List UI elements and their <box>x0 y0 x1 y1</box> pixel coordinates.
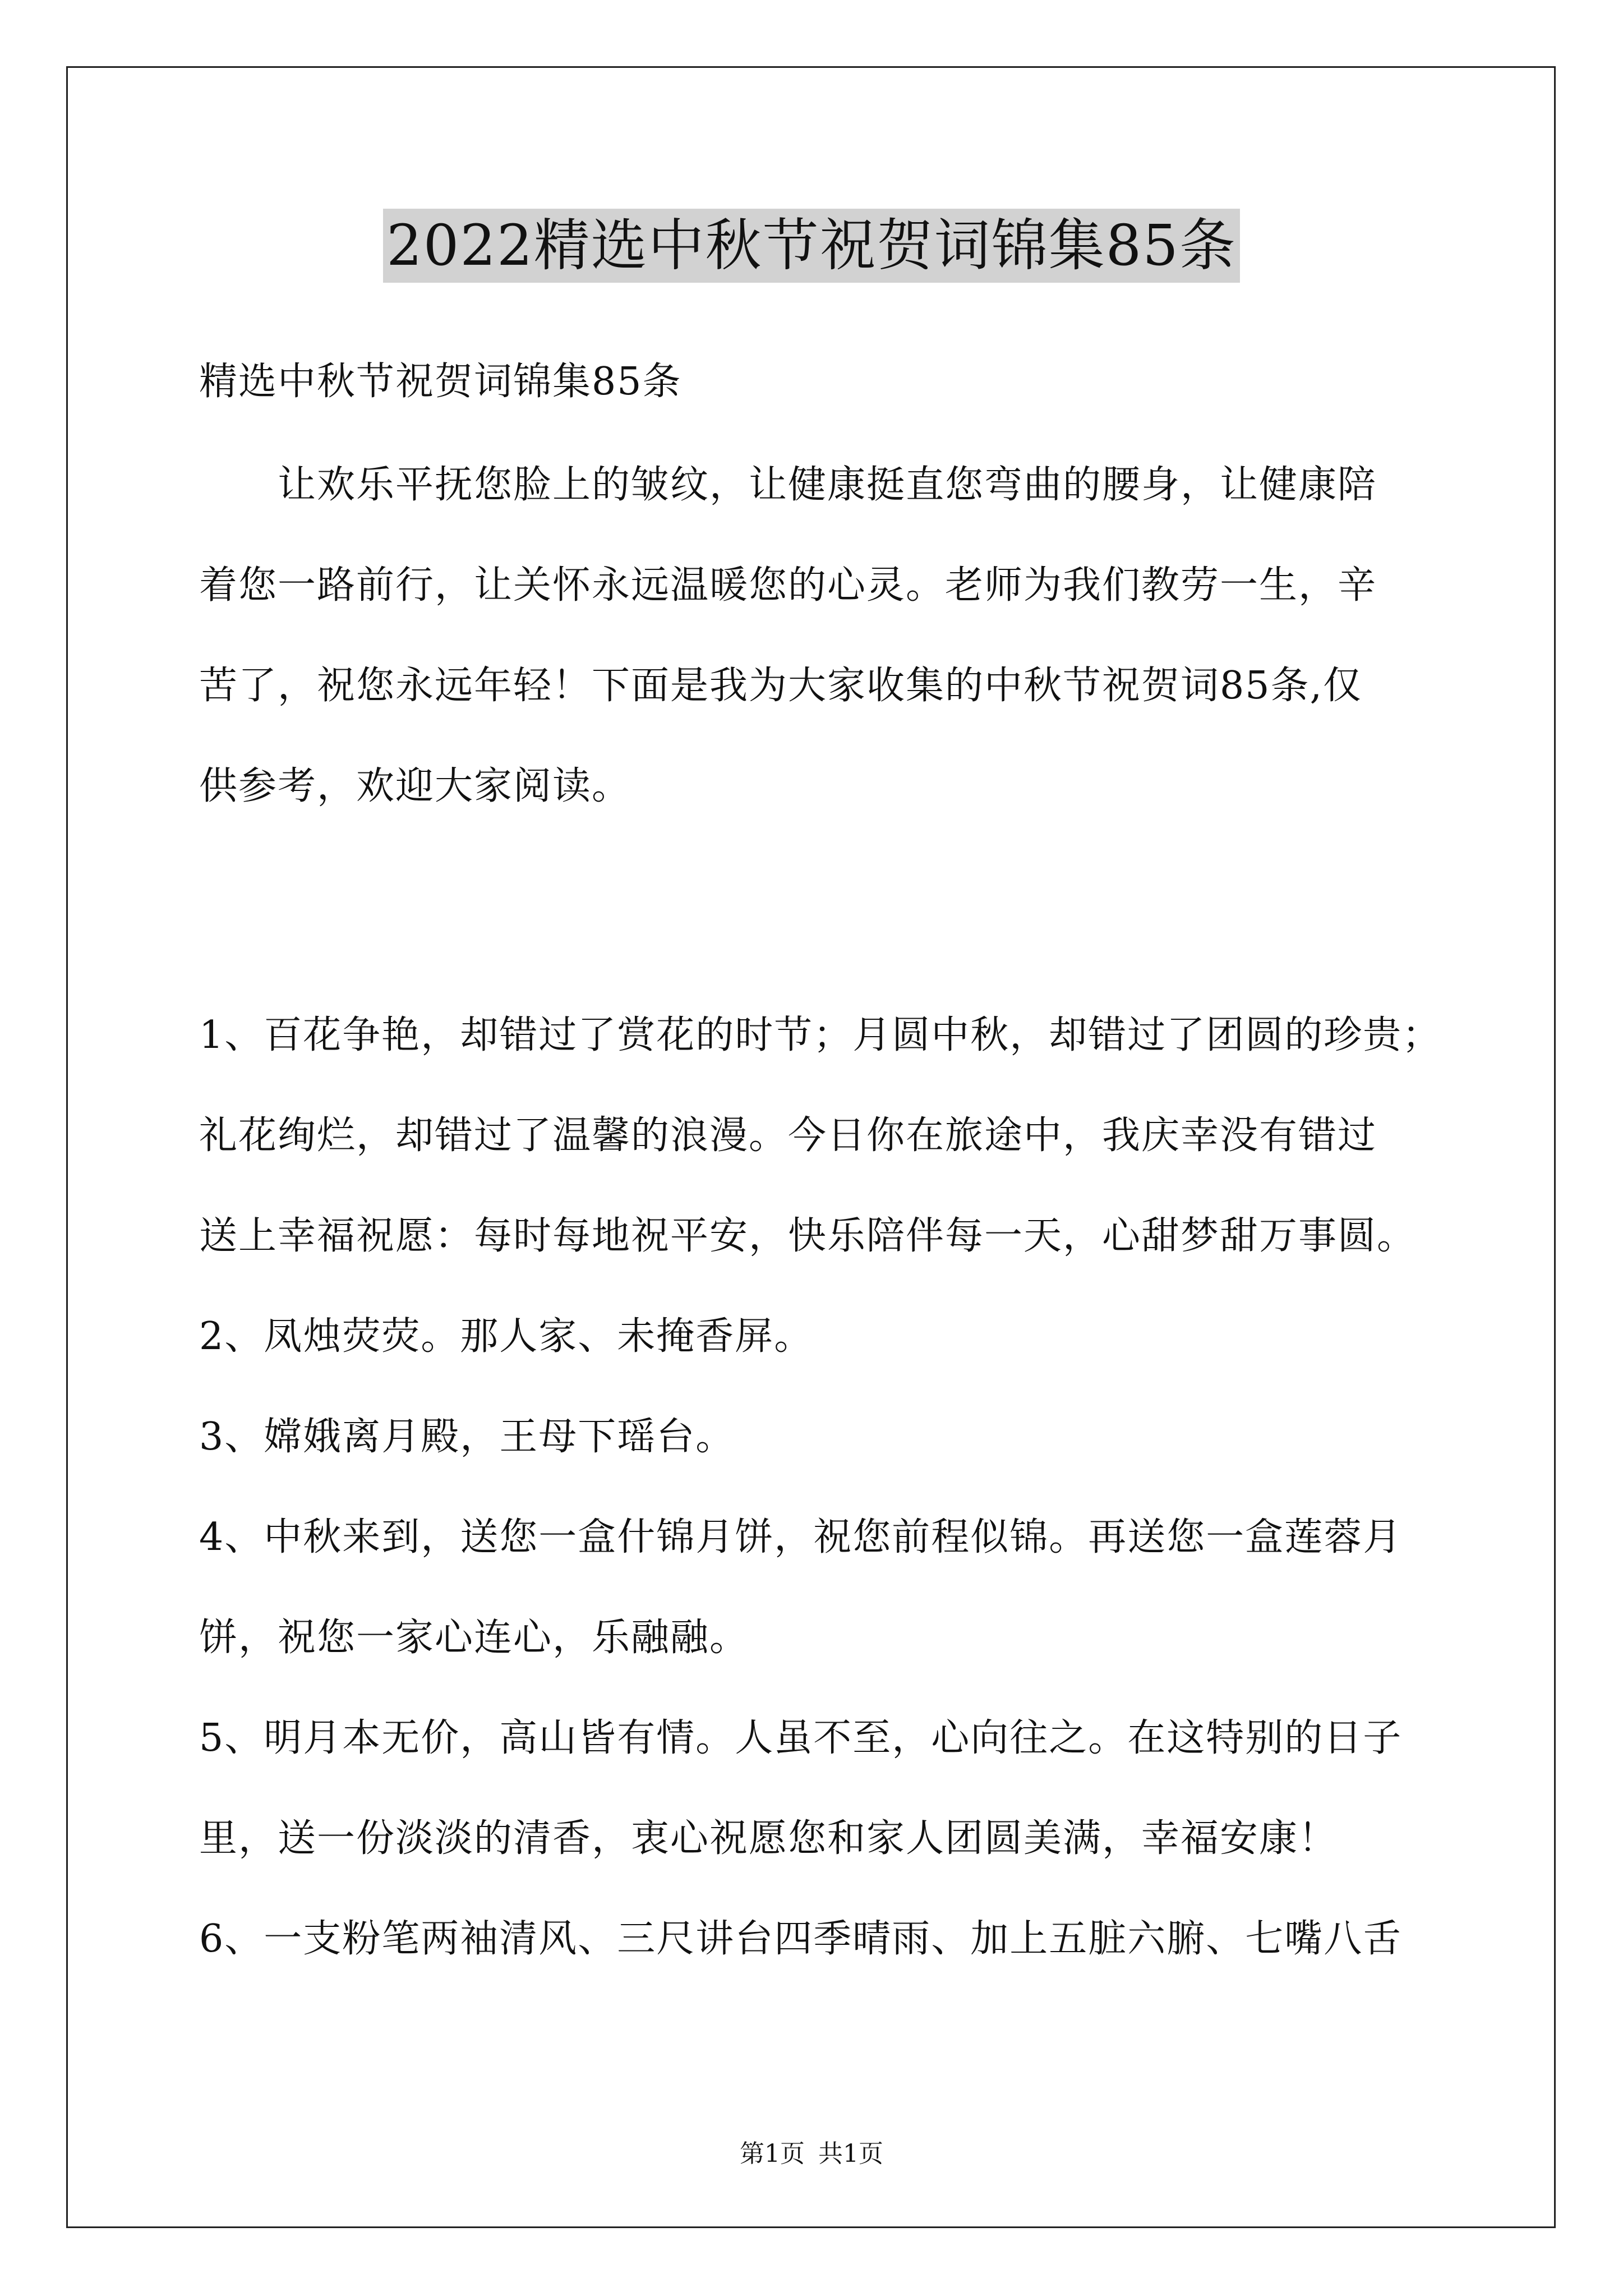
list-item-line: 5、明月本无价，高山皆有情。人虽不至，心向往之。在这特别的日子 <box>199 1716 1403 1760</box>
list-item-line: 里，送一份淡淡的清香，衷心祝愿您和家人团圆美满，幸福安康！ <box>199 1816 1338 1861</box>
list-item-line: 送上幸福祝愿：每时每地祝平安，快乐陪伴每一天，心甜梦甜万事圆。 <box>199 1214 1417 1258</box>
list-item-line: 礼花绚烂，却错过了温馨的浪漫。今日你在旅途中，我庆幸没有错过 <box>199 1114 1377 1158</box>
paragraph-line: 供参考，欢迎大家阅读。 <box>199 764 631 808</box>
paragraph-line: 让欢乐平抚您脸上的皱纹，让健康挺直您弯曲的腰身，让健康陪 <box>199 463 1377 507</box>
paragraph-line: 着您一路前行，让关怀永远温暖您的心灵。老师为我们教劳一生，辛 <box>199 563 1377 608</box>
page-number: 第1页 <box>740 2139 805 2168</box>
page-total: 共1页 <box>818 2139 883 2168</box>
list-item-line: 2、凤烛荧荧。那人家、未掩香屏。 <box>199 1314 814 1359</box>
list-item-line: 6、一支粉笔两袖清风、三尺讲台四季晴雨、加上五脏六腑、七嘴八舌 <box>199 1917 1403 1961</box>
page-footer <box>0 2137 1623 2171</box>
list-item-line: 4、中秋来到，送您一盒什锦月饼，祝您前程似锦。再送您一盒莲蓉月 <box>199 1515 1403 1559</box>
list-item-line: 3、嫦娥离月殿，王母下瑶台。 <box>199 1415 735 1459</box>
paragraph-line: 苦了，祝您永远年轻！下面是我为大家收集的中秋节祝贺词85条,仅 <box>199 664 1363 708</box>
document-subtitle: 精选中秋节祝贺词锦集85条 <box>199 360 682 404</box>
document-title: 2022精选中秋节祝贺词锦集85条 <box>383 209 1240 283</box>
title-container <box>0 209 1623 283</box>
list-item-line: 饼，祝您一家心连心，乐融融。 <box>199 1616 749 1660</box>
list-item-line: 1、百花争艳，却错过了赏花的时节；月圆中秋，却错过了团圆的珍贵； <box>199 1013 1442 1057</box>
